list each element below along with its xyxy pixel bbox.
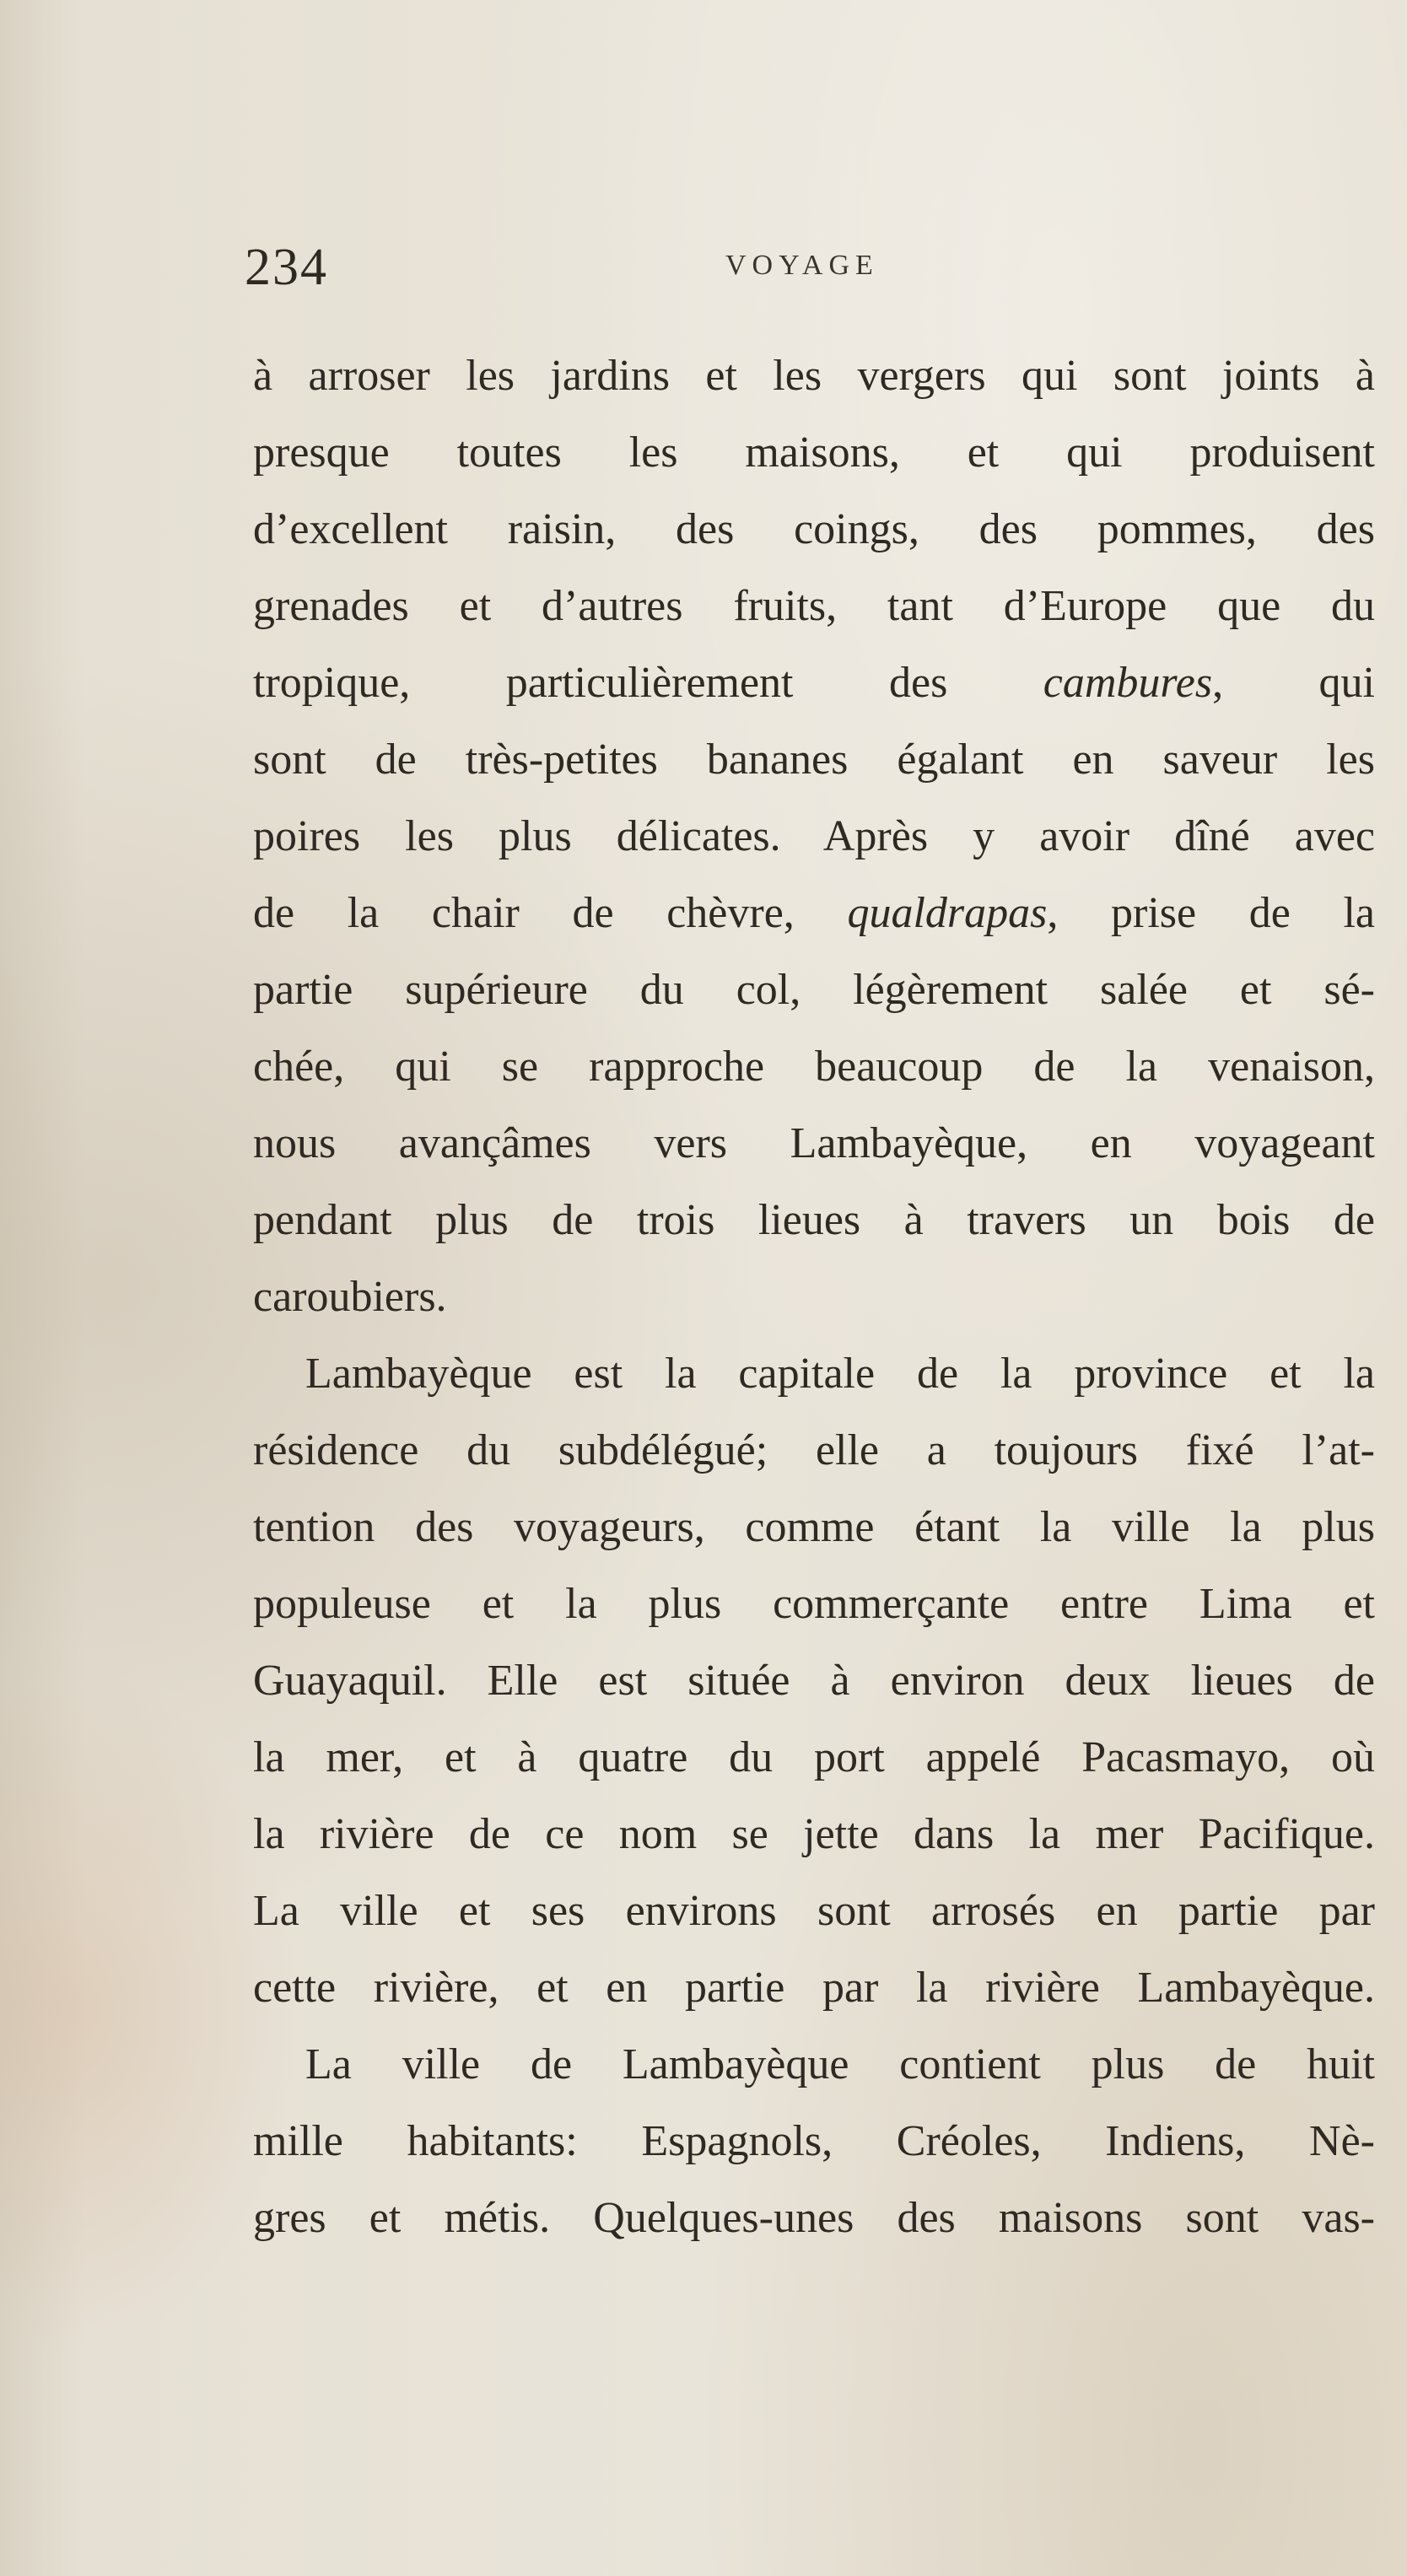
- text-line: presque toutes les maisons, et qui produisent: [253, 428, 1375, 477]
- text-line: d’excellent raisin, des coings, des pommes, des: [253, 505, 1375, 553]
- page-number: 234: [245, 239, 328, 296]
- text-segment: tropique, particulièrement des: [253, 659, 1043, 707]
- text-line: Guayaquil. Elle est située à environ deux lieues de: [253, 1657, 1375, 1705]
- text-segment: , prise de la: [1047, 889, 1375, 937]
- text-line: La ville et ses environs sont arrosés en partie par: [253, 1887, 1375, 1935]
- text-line: caroubiers.: [253, 1273, 447, 1321]
- text-line: cette rivière, et en partie par la rivière Lambayèque.: [253, 1964, 1375, 2012]
- text-line: populeuse et la plus commerçante entre Lima et: [253, 1580, 1375, 1628]
- text-line: tention des voyageurs, comme étant la ville la plus: [253, 1503, 1375, 1551]
- text-line: la rivière de ce nom se jette dans la mer Pacifique.: [253, 1810, 1375, 1858]
- running-head: [245, 238, 1375, 305]
- text-line: chée, qui se rapproche beaucoup de la venaison,: [253, 1043, 1375, 1091]
- text-line: gres et métis. Quelques-unes des maisons sont vas-: [253, 2194, 1375, 2242]
- text-line: La ville de Lambayèque contient plus de huit: [305, 2040, 1375, 2088]
- running-title: VOYAGE: [725, 250, 879, 281]
- text-line: mille habitants: Espagnols, Créoles, Indiens, Nè-: [253, 2117, 1375, 2165]
- italic-term: cambures: [1043, 659, 1213, 707]
- text-line: à arroser les jardins et les vergers qui sont joints à: [253, 352, 1375, 400]
- text-line: la mer, et à quatre du port appelé Pacasmayo, où: [253, 1733, 1375, 1781]
- text-line: poires les plus délicates. Après y avoir dîné avec: [253, 812, 1375, 860]
- text-line: [253, 644, 1375, 721]
- text-line: sont de très-petites bananes égalant en saveur les: [253, 736, 1375, 784]
- text-line: grenades et d’autres fruits, tant d’Europe que du: [253, 582, 1375, 630]
- text-line: Lambayèque est la capitale de la province et la: [305, 1350, 1375, 1398]
- body-text: [253, 337, 1375, 2256]
- italic-term: qualdrapas: [847, 889, 1048, 937]
- text-segment: de la chair de chèvre,: [253, 889, 848, 937]
- text-line: nous avançâmes vers Lambayèque, en voyageant: [253, 1119, 1375, 1167]
- text-line: [253, 875, 1375, 951]
- text-line: pendant plus de trois lieues à travers un bois de: [253, 1196, 1375, 1244]
- text-line: partie supérieure du col, légèrement salée et sé-: [253, 966, 1375, 1014]
- text-line: résidence du subdélégué; elle a toujours fixé l’at-: [253, 1426, 1375, 1474]
- text-segment: , qui: [1212, 659, 1375, 707]
